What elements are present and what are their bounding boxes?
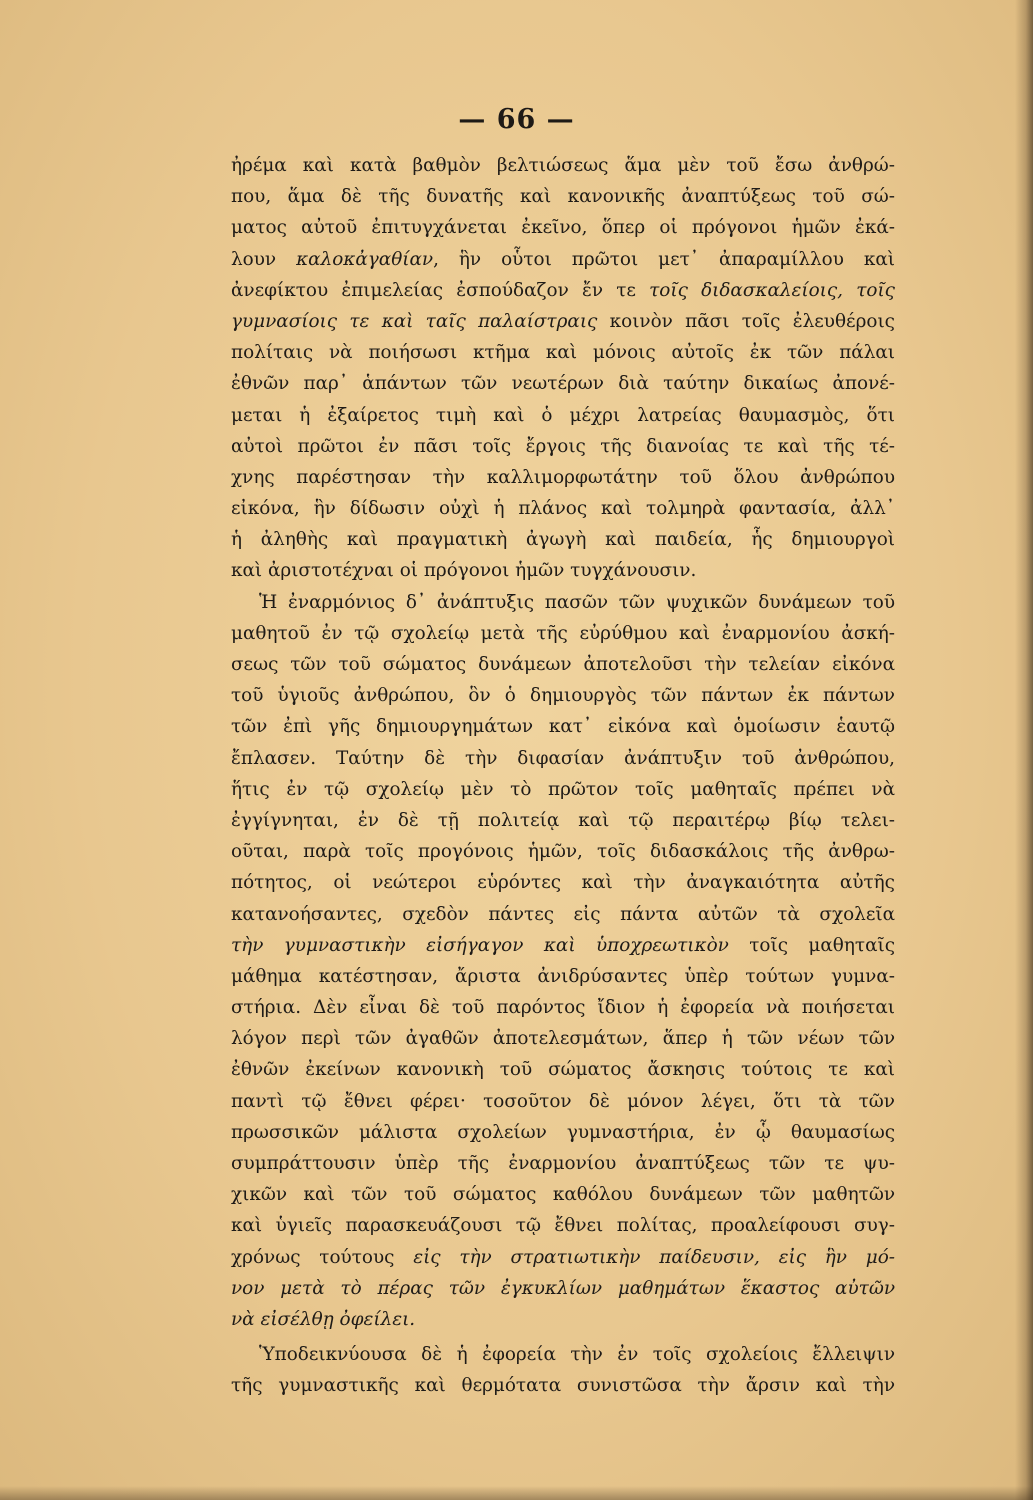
text-line: χνης παρέστησαν τὴν καλλιμορφωτάτην τοῦ ὅλου ἀνθρώπου bbox=[231, 466, 895, 488]
text-line: πότητος, οἱ νεώτεροι εὑρόντες καὶ τὴν ἀναγκαιότητα αὐτῆς bbox=[231, 872, 895, 894]
text-line: ἔπλασεν. Ταύτην δὲ τὴν διφασίαν ἀνάπτυξιν τοῦ ἀνθρώπου, bbox=[231, 747, 895, 769]
text-line: νὰ εἰσέλθῃ ὀφείλει. bbox=[231, 1308, 416, 1330]
text-line: χικῶν καὶ τῶν τοῦ σώματος καθόλου δυνάμεων τῶν μαθητῶν bbox=[231, 1184, 895, 1206]
text-line: οῦται, παρὰ τοῖς προγόνοις ἡμῶν, τοῖς διδασκάλοις τῆς ἀνθρω- bbox=[231, 841, 895, 863]
text-line: μαθητοῦ ἐν τῷ σχολείῳ μετὰ τῆς εὐρύθμου καὶ ἐναρμονίου ἀσκή- bbox=[231, 622, 895, 644]
text-line: πολίταις νὰ ποιήσωσι κτῆμα καὶ μόνοις αὐτοῖς ἐκ τῶν πάλαι bbox=[231, 342, 895, 364]
text-line: γυμνασίοις τε καὶ ταῖς παλαίστραις κοινὸν πᾶσι τοῖς ἐλευθέροις bbox=[231, 310, 895, 332]
text-line: τῆς γυμναστικῆς καὶ θερμότατα συνιστῶσα τὴν ἄρσιν καὶ τὴν bbox=[231, 1375, 895, 1397]
text-line: μάθημα κατέστησαν, ἄριστα ἀνιδρύσαντες ὑπὲρ τούτων γυμνα- bbox=[231, 965, 895, 987]
text-line: ἐθνῶν ἐκείνων κανονικὴ τοῦ σώματος ἄσκησις τούτοις τε καὶ bbox=[231, 1059, 895, 1081]
text-line: καὶ ἀριστοτέχναι οἱ πρόγονοι ἡμῶν τυγχάνουσιν. bbox=[231, 560, 697, 582]
italic-term: εἰς τὴν στρατιωτικὴν παίδευσιν, εἰς ἣν μό- bbox=[413, 1246, 895, 1268]
text-line: εἰκόνα, ἣν δίδωσιν οὐχὶ ἡ πλάνος καὶ τολμηρὰ φαντασία, ἀλλ᾽ bbox=[231, 498, 895, 520]
paragraph-2 bbox=[231, 587, 895, 1336]
italic-term: τὴν γυμναστικὴν εἰσήγαγον καὶ ὑποχρεωτικὸν bbox=[231, 934, 729, 956]
text-line: λουν καλοκἀγαθίαν, ἣν οὗτοι πρῶτοι μετ᾽ ἀπαραμίλλου καὶ bbox=[231, 248, 895, 270]
italic-term: τοῖς διδασκαλείοις, τοῖς bbox=[649, 279, 895, 301]
text-line: ἡ ἀληθὴς καὶ πραγματικὴ ἀγωγὴ καὶ παιδεία, ἧς δημιουργοὶ bbox=[231, 529, 895, 551]
text-line: ἐγγίγνηται, ἐν δὲ τῇ πολιτείᾳ καὶ τῷ περαιτέρῳ βίῳ τελει- bbox=[231, 809, 895, 831]
text-line: νον μετὰ τὸ πέρας τῶν ἐγκυκλίων μαθημάτων ἕκαστος αὐτῶν bbox=[231, 1277, 895, 1299]
page-number: — 66 — bbox=[458, 104, 575, 135]
text-line: παντὶ τῷ ἔθνει φέρει· τοσοῦτον δὲ μόνον λέγει, ὅτι τὰ τῶν bbox=[231, 1090, 895, 1112]
body-text bbox=[231, 150, 895, 1402]
italic-term: καλοκἀγαθίαν bbox=[296, 248, 434, 270]
paragraph-1 bbox=[231, 150, 895, 587]
text-line: σεως τῶν τοῦ σώματος δυνάμεων ἀποτελοῦσι τὴν τελείαν εἰκόνα bbox=[231, 654, 895, 675]
text-line: συμπράττουσιν ὑπὲρ τῆς ἐναρμονίου ἀναπτύξεως τῶν τε ψυ- bbox=[231, 1153, 895, 1174]
text-line: μεται ἡ ἐξαίρετος τιμὴ καὶ ὁ μέχρι λατρείας θαυμασμὸς, ὅτι bbox=[231, 404, 895, 426]
text-line: ἥτις ἐν τῷ σχολείῳ μὲν τὸ πρῶτον τοῖς μαθηταῖς πρέπει νὰ bbox=[231, 778, 895, 800]
text-line: λόγον περὶ τῶν ἀγαθῶν ἀποτελεσμάτων, ἅπερ ἡ τῶν νέων τῶν bbox=[231, 1028, 895, 1050]
paragraph-3 bbox=[231, 1339, 895, 1401]
text-line: καὶ ὑγιεῖς παρασκευάζουσι τῷ ἔθνει πολίτας, προαλείφουσι συγ- bbox=[231, 1215, 895, 1237]
text-line: ματος αὐτοῦ ἐπιτυγχάνεται ἐκεῖνο, ὅπερ οἱ πρόγονοι ἡμῶν ἐκά- bbox=[231, 217, 895, 239]
text-line: αὐτοὶ πρῶτοι ἐν πᾶσι τοῖς ἔργοις τῆς διανοίας τε καὶ τῆς τέ- bbox=[231, 435, 895, 457]
text-line: ἠρέμα καὶ κατὰ βαθμὸν βελτιώσεως ἅμα μὲν τοῦ ἔσω ἀνθρώ- bbox=[231, 155, 895, 176]
page-shadow-right bbox=[1015, 0, 1033, 1500]
text-line: τὴν γυμναστικὴν εἰσήγαγον καὶ ὑποχρεωτικὸν τοῖς μαθηταῖς bbox=[231, 934, 895, 956]
text-line: Ἡ ἐναρμόνιος δ᾽ ἀνάπτυξις πασῶν τῶν ψυχικῶν δυνάμεων τοῦ bbox=[259, 591, 895, 613]
text-line: ἀνεφίκτου ἐπιμελείας ἐσπούδαζον ἔν τε τοῖς διδασκαλείοις, τοῖς bbox=[231, 279, 895, 301]
text-line: στήρια. Δὲν εἶναι δὲ τοῦ παρόντος ἴδιον ἡ ἐφορεία νὰ ποιήσεται bbox=[231, 997, 895, 1019]
text-line: πρωσσικῶν μάλιστα σχολείων γυμναστήρια, ἐν ᾧ θαυμασίως bbox=[231, 1121, 895, 1143]
text-line: τοῦ ὑγιοῦς ἀνθρώπου, ὃν ὁ δημιουργὸς τῶν πάντων ἐκ πάντων bbox=[231, 685, 895, 707]
text-line: τῶν ἐπὶ γῆς δημιουργημάτων κατ᾽ εἰκόνα καὶ ὁμοίωσιν ἑαυτῷ bbox=[231, 716, 895, 738]
text-line: κατανοήσαντες, σχεδὸν πάντες εἰς πάντα αὐτῶν τὰ σχολεῖα bbox=[231, 903, 895, 925]
text-line: που, ἅμα δὲ τῆς δυνατῆς καὶ κανονικῆς ἀναπτύξεως τοῦ σώ- bbox=[231, 186, 895, 208]
text-line: χρόνως τούτους εἰς τὴν στρατιωτικὴν παίδευσιν, εἰς ἣν μό- bbox=[231, 1246, 895, 1268]
text-line: Ὑποδεικνύουσα δὲ ἡ ἐφορεία τὴν ἐν τοῖς σχολείοις ἔλλειψιν bbox=[259, 1344, 895, 1366]
italic-term: γυμνασίοις τε καὶ ταῖς παλαίστραις bbox=[231, 310, 598, 332]
page-shadow-bottom bbox=[0, 1486, 1033, 1500]
text-line: ἐθνῶν παρ᾽ ἁπάντων τῶν νεωτέρων διὰ ταύτην δικαίως ἀπονέ- bbox=[231, 373, 895, 395]
